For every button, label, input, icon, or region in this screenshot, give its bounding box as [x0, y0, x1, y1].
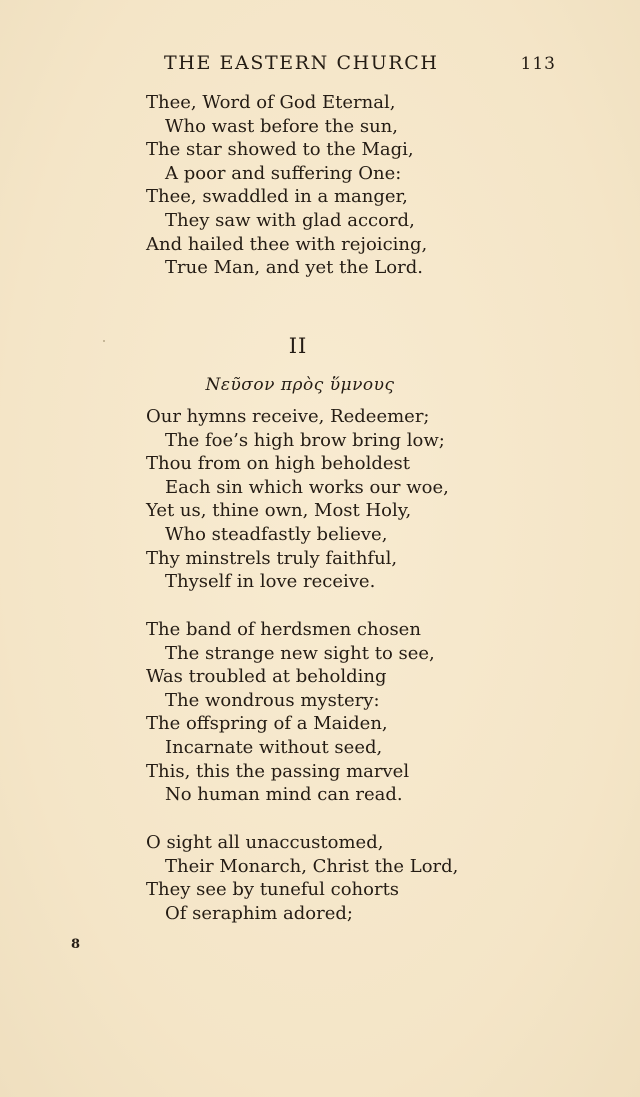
stanza-2: [146, 618, 435, 807]
section-numeral: II: [288, 334, 308, 358]
poem-line: The star showed to the Magi,: [146, 139, 414, 161]
poem-line: Incarnate without seed,: [165, 736, 383, 758]
poem-line: Of seraphim adored;: [165, 902, 353, 924]
poem-line: No human mind can read.: [165, 784, 403, 806]
poem-line: Thou from on high beholdest: [146, 453, 410, 475]
page-number: 113: [520, 54, 556, 74]
poem-line: True Man, and yet the Lord.: [165, 257, 423, 279]
poem-line: Who steadfastly believe,: [165, 523, 388, 545]
poem-line: The offspring of a Maiden,: [146, 713, 388, 735]
greek-hymn-title: Νεῦσον πρὸς ὕμνους: [205, 375, 395, 395]
poem-line: Thy minstrels truly faithful,: [146, 547, 398, 569]
poem-line: Was troubled at beholding: [146, 666, 387, 688]
poem-line: O sight all unaccustomed,: [146, 832, 384, 853]
poem-line: Their Monarch, Christ the Lord,: [165, 855, 459, 877]
poem-line: And hailed thee with rejoicing,: [146, 233, 428, 255]
stanza-opening: [146, 91, 427, 280]
poem-line: The foe’s high brow bring low;: [165, 429, 445, 451]
stanza-3: [146, 831, 458, 925]
poem-line: Who wast before the sun,: [165, 115, 398, 137]
poem-line: This, this the passing marvel: [146, 760, 410, 782]
signature-mark: 8: [71, 937, 81, 952]
poem-line: They see by tuneful cohorts: [146, 879, 400, 901]
poem-line: The band of herdsmen chosen: [146, 619, 421, 640]
poem-line: Thee, swaddled in a manger,: [146, 186, 408, 208]
poem-line: Thyself in love receive.: [165, 571, 376, 593]
poem-line: The strange new sight to see,: [165, 642, 435, 664]
poem-line: Yet us, thine own, Most Holy,: [146, 500, 412, 522]
poem-line: Thee, Word of God Eternal,: [146, 92, 396, 113]
running-title: THE EASTERN CHURCH: [164, 52, 439, 74]
poem-line: They saw with glad accord,: [165, 209, 415, 231]
poem-line: The wondrous mystery:: [165, 689, 380, 711]
poem-line: Our hymns receive, Redeemer;: [146, 406, 430, 427]
stanza-1: [146, 405, 449, 594]
poem-line: Each sin which works our woe,: [165, 476, 449, 498]
poem-line: A poor and suffering One:: [165, 162, 402, 184]
